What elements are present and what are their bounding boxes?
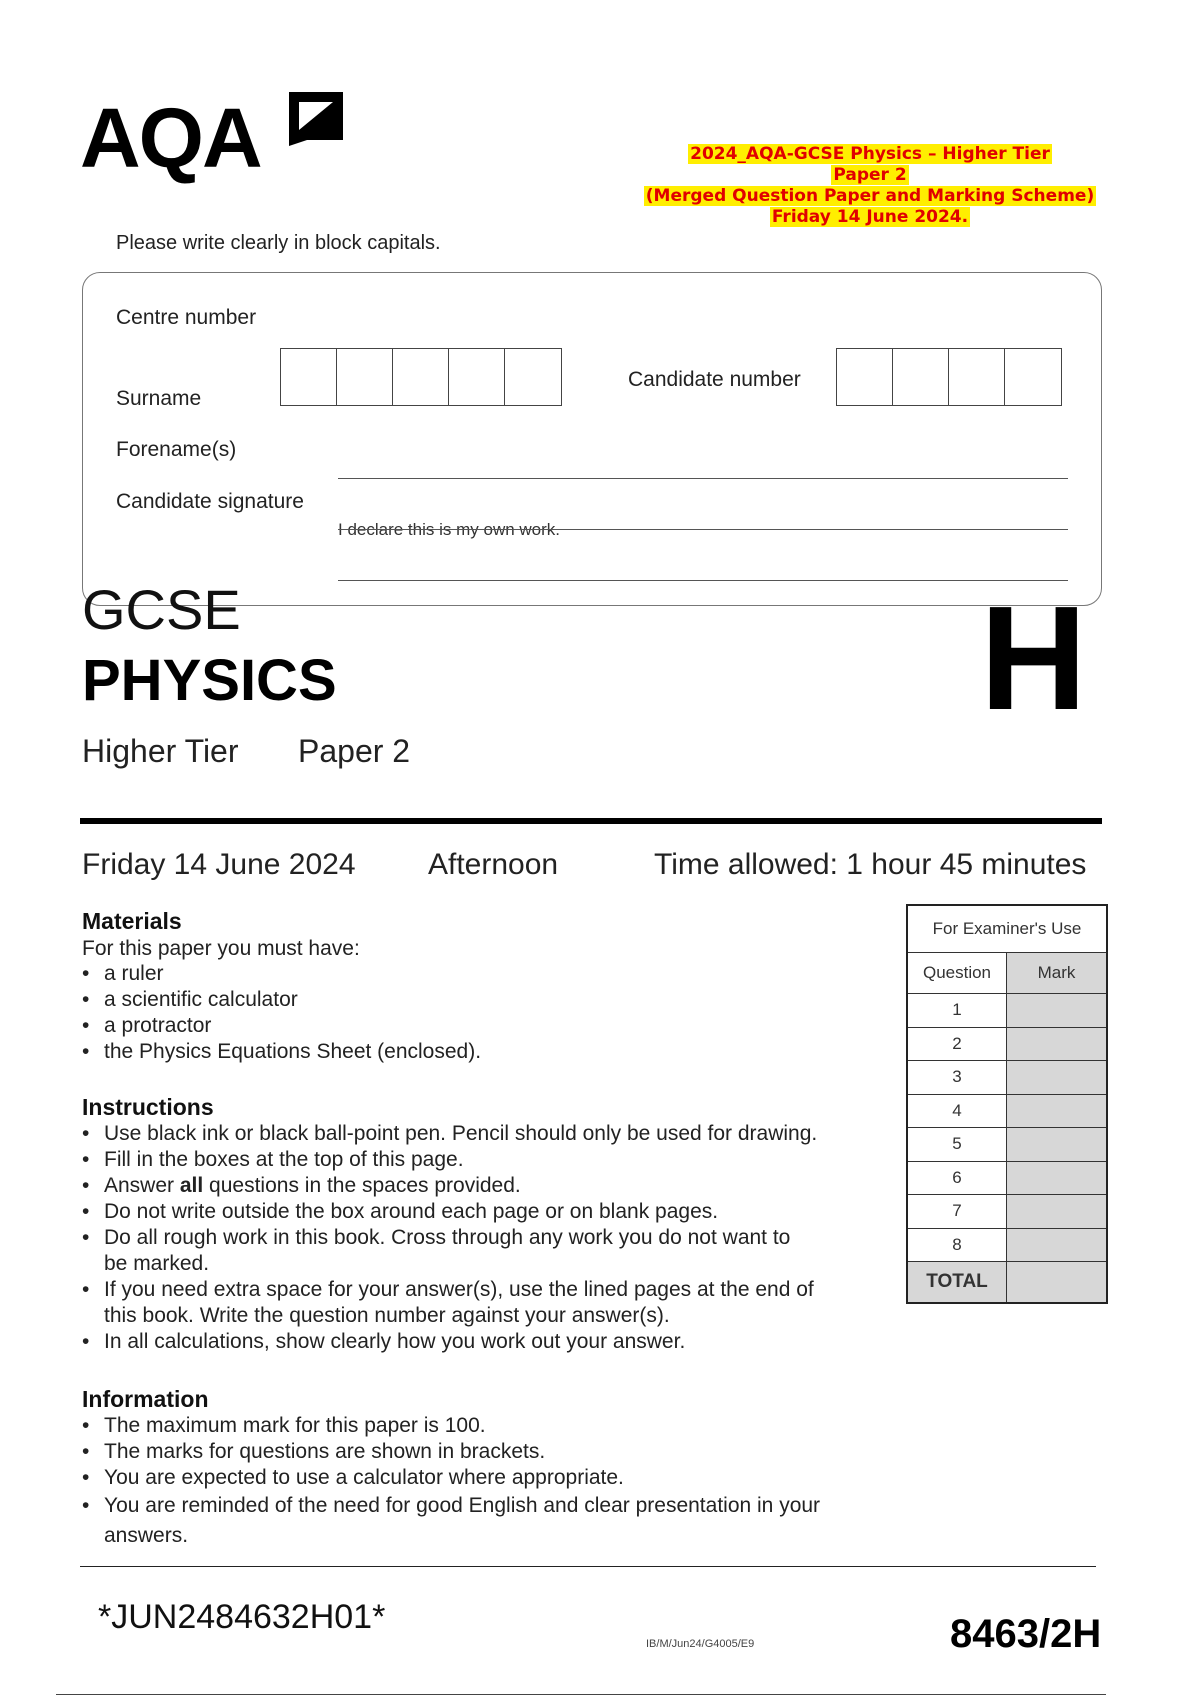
mark-cell[interactable] (1007, 1027, 1108, 1061)
title-stamp (640, 144, 1100, 228)
centre-digit-box[interactable] (337, 349, 393, 405)
question-number: 6 (907, 1161, 1007, 1195)
list-item: • Answer all questions in the spaces provided. (82, 1173, 872, 1199)
tier-label: Higher Tier (82, 733, 239, 769)
instructions-list (82, 1121, 872, 1355)
qualification-title: GCSE (82, 578, 241, 641)
instructions-title: Instructions (82, 1094, 214, 1120)
surname-line-input[interactable] (338, 580, 1068, 581)
subject-title: PHYSICS (82, 648, 337, 713)
declaration-text: I declare this is my own work. (338, 520, 561, 539)
aqa-logo-text: AQA (80, 91, 261, 185)
information-title: Information (82, 1386, 209, 1412)
question-number: 2 (907, 1027, 1007, 1061)
question-number: 5 (907, 1128, 1007, 1162)
aqa-logo (80, 88, 350, 188)
list-item: • Use black ink or black ball-point pen. Pencil should only be used for drawing. (82, 1121, 872, 1147)
paper-label: Paper 2 (298, 733, 411, 769)
question-column-header: Question (907, 953, 1007, 994)
tier-letter: H (980, 576, 1087, 741)
barcode-text: *JUN2484632H01* (98, 1598, 386, 1636)
total-label: TOTAL (907, 1262, 1007, 1304)
candidate-digit-box[interactable] (1005, 349, 1061, 405)
forename-label: Forename(s) (116, 438, 237, 461)
aqa-logo-mark-icon (285, 88, 347, 150)
mark-cell[interactable] (1007, 1128, 1108, 1162)
question-number: 1 (907, 994, 1007, 1028)
mark-cell[interactable] (1007, 1161, 1108, 1195)
examiner-table-title: For Examiner's Use (907, 905, 1107, 953)
information-section (82, 1386, 842, 1551)
centre-digit-box[interactable] (393, 349, 449, 405)
question-number: 4 (907, 1094, 1007, 1128)
stamp-line-1: 2024_AQA-GCSE Physics – Higher Tier (690, 144, 1050, 164)
centre-number-input[interactable] (280, 348, 562, 406)
forename-line-input[interactable] (338, 478, 1068, 479)
total-mark-cell[interactable] (1007, 1262, 1108, 1304)
mark-cell[interactable] (1007, 994, 1108, 1028)
candidate-number-input[interactable] (836, 348, 1062, 406)
list-item: • the Physics Equations Sheet (enclosed). (82, 1039, 882, 1065)
exam-session: Afternoon (428, 848, 559, 881)
stamp-line-3: (Merged Question Paper and Marking Scheme) (645, 186, 1095, 206)
header-divider (80, 818, 1102, 824)
signature-line-input[interactable] (338, 529, 1068, 530)
exam-date: Friday 14 June 2024 (82, 848, 356, 881)
mark-cell[interactable] (1007, 1195, 1108, 1229)
centre-digit-box[interactable] (505, 349, 561, 405)
candidate-digit-box[interactable] (837, 349, 893, 405)
centre-digit-box[interactable] (281, 349, 337, 405)
materials-section (82, 908, 882, 1065)
list-item: • a ruler (82, 961, 882, 987)
signature-label: Candidate signature (116, 490, 304, 513)
list-item: • The maximum mark for this paper is 100. (82, 1413, 842, 1439)
mark-cell[interactable] (1007, 1061, 1108, 1095)
mark-column-header: Mark (1007, 953, 1108, 994)
candidate-digit-box[interactable] (893, 349, 949, 405)
list-item: • Do not write outside the box around each page or on blank pages. (82, 1199, 872, 1225)
information-list (82, 1413, 842, 1551)
instructions-section (82, 1094, 872, 1355)
examiner-use-table (906, 904, 1108, 1304)
list-item: • Fill in the boxes at the top of this page. (82, 1147, 872, 1173)
mark-cell[interactable] (1007, 1094, 1108, 1128)
time-allowed: Time allowed: 1 hour 45 minutes (654, 848, 1087, 881)
list-item: • You are reminded of the need for good English and clear presentation in your answers. (82, 1491, 842, 1551)
reference-code: IB/M/Jun24/G4005/E9 (646, 1638, 755, 1650)
footer-divider (80, 1566, 1096, 1567)
paper-code: 8463/2H (950, 1612, 1102, 1656)
list-item: • In all calculations, show clearly how you work out your answer. (82, 1329, 872, 1355)
list-item: • a scientific calculator (82, 987, 882, 1013)
centre-number-label: Centre number (116, 306, 257, 329)
list-item: • a protractor (82, 1013, 882, 1039)
question-number: 8 (907, 1228, 1007, 1262)
list-item: • The marks for questions are shown in brackets. (82, 1439, 842, 1465)
stamp-line-2: Paper 2 (833, 165, 907, 185)
stamp-line-4: Friday 14 June 2024. (771, 207, 969, 227)
candidate-number-label: Candidate number (628, 368, 801, 391)
list-item: • You are expected to use a calculator where appropriate. (82, 1465, 842, 1491)
page-bottom-line (56, 1694, 1106, 1695)
list-item: • Do all rough work in this book. Cross through any work you do not want to be marked. (82, 1225, 872, 1277)
materials-intro: For this paper you must have: (82, 937, 360, 960)
question-number: 7 (907, 1195, 1007, 1229)
question-number: 3 (907, 1061, 1007, 1095)
candidate-digit-box[interactable] (949, 349, 1005, 405)
list-item: • If you need extra space for your answer(s), use the lined pages at the end of this book. Write the question number against your answer(s). (82, 1277, 872, 1329)
materials-title: Materials (82, 908, 182, 934)
centre-digit-box[interactable] (449, 349, 505, 405)
mark-cell[interactable] (1007, 1228, 1108, 1262)
materials-list (82, 961, 882, 1065)
block-capitals-instruction: Please write clearly in block capitals. (116, 232, 441, 254)
surname-label: Surname (116, 387, 202, 410)
